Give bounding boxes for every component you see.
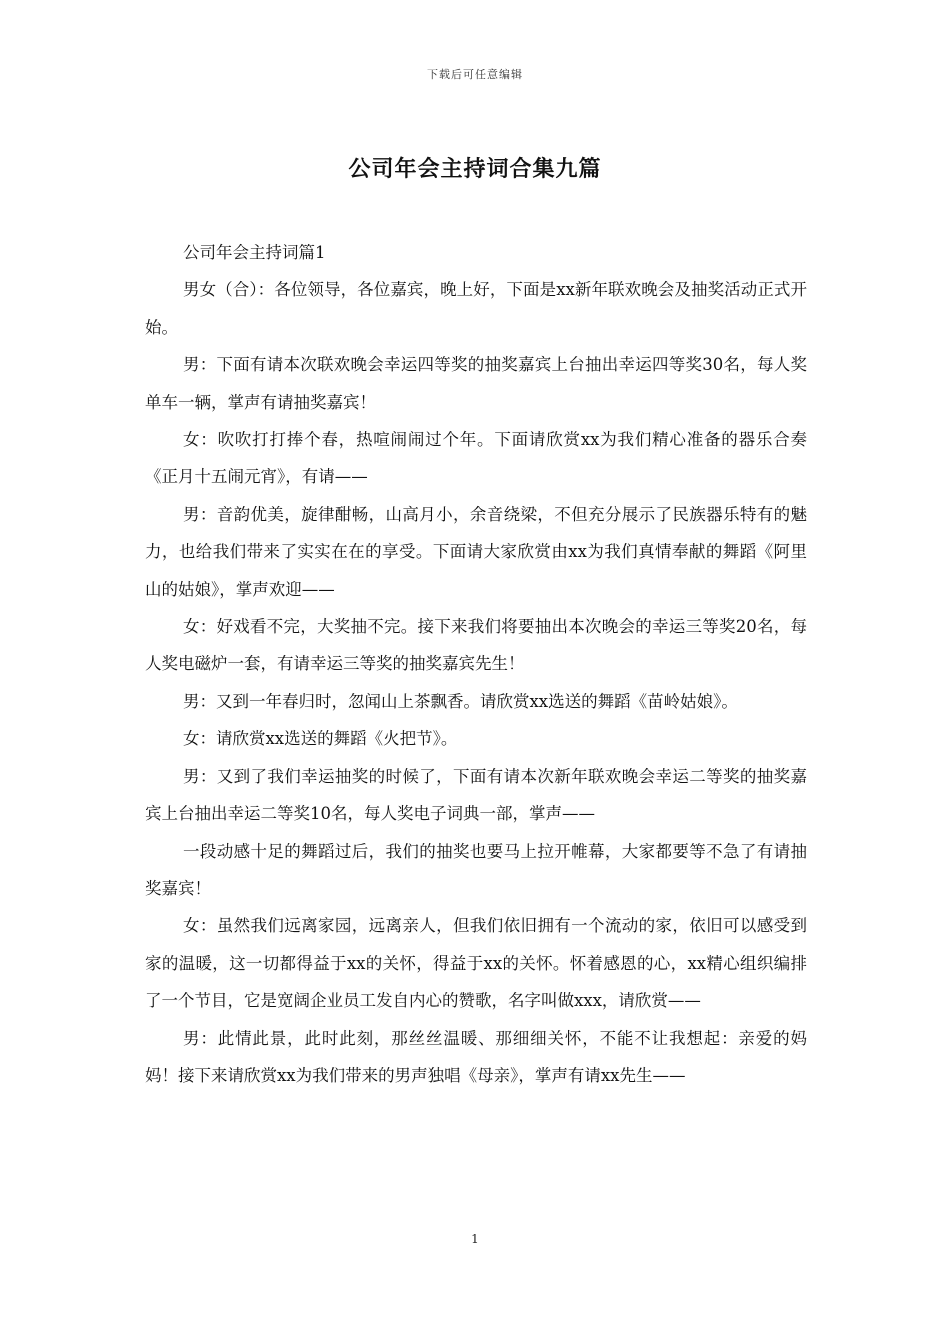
paragraph: 男：音韵优美，旋律酣畅，山高月小，余音绕梁，不但充分展示了民族器乐特有的魅力，也给我们带来了实实在在的享受。下面请大家欣赏由xx为我们真情奉献的舞蹈《阿里山的姑娘》，掌声欢迎——	[145, 504, 807, 599]
page-number: 1	[471, 1232, 479, 1246]
paragraph: 女：吹吹打打捧个春，热喧闹闹过个年。下面请欣赏xx为我们精心准备的器乐合奏《正月十五闹元宵》，有请——	[145, 430, 807, 487]
paragraph: 女：好戏看不完，大奖抽不完。接下来我们将要抽出本次晚会的幸运三等奖20名，每人奖电磁炉一套，有请幸运三等奖的抽奖嘉宾先生！	[145, 617, 807, 674]
paragraph: 公司年会主持词篇1	[183, 243, 326, 262]
paragraph: 男：又到了我们幸运抽奖的时候了，下面有请本次新年联欢晚会幸运二等奖的抽奖嘉宾上台抽出幸运二等奖10名，每人奖电子词典一部，掌声——	[145, 766, 807, 824]
document-title: 公司年会主持词合集九篇	[348, 156, 602, 182]
paragraph: 男女（合）：各位领导，各位嘉宾，晚上好，下面是xx新年联欢晚会及抽奖活动正式开始。	[145, 280, 807, 337]
paragraph: 男：又到一年春归时，忽闻山上茶飘香。请欣赏xx选送的舞蹈《苗岭姑娘》。	[183, 691, 738, 711]
document-body	[145, 234, 807, 1094]
paragraph: 一段动感十足的舞蹈过后，我们的抽奖也要马上拉开帷幕，大家都要等不急了有请抽奖嘉宾！	[145, 841, 807, 898]
paragraph: 女：请欣赏xx选送的舞蹈《火把节》。	[183, 729, 458, 749]
page-header-note: 下载后可任意编辑	[427, 68, 523, 81]
paragraph: 男：下面有请本次联欢晚会幸运四等奖的抽奖嘉宾上台抽出幸运四等奖30名，每人奖单车一辆，掌声有请抽奖嘉宾！	[145, 355, 807, 412]
paragraph: 男：此情此景，此时此刻，那丝丝温暖、那细细关怀，不能不让我想起：亲爱的妈妈！接下来请欣赏xx为我们带来的男声独唱《母亲》，掌声有请xx先生——	[145, 1028, 807, 1085]
paragraph: 女：虽然我们远离家园，远离亲人，但我们依旧拥有一个流动的家，依旧可以感受到家的温暖，这一切都得益于xx的关怀，得益于xx的关怀。怀着感恩的心，xx精心组织编排了一个节目，它是宽阔企业员工发自内心的赞歌，名字叫做xxx，请欣赏——	[145, 916, 807, 1011]
